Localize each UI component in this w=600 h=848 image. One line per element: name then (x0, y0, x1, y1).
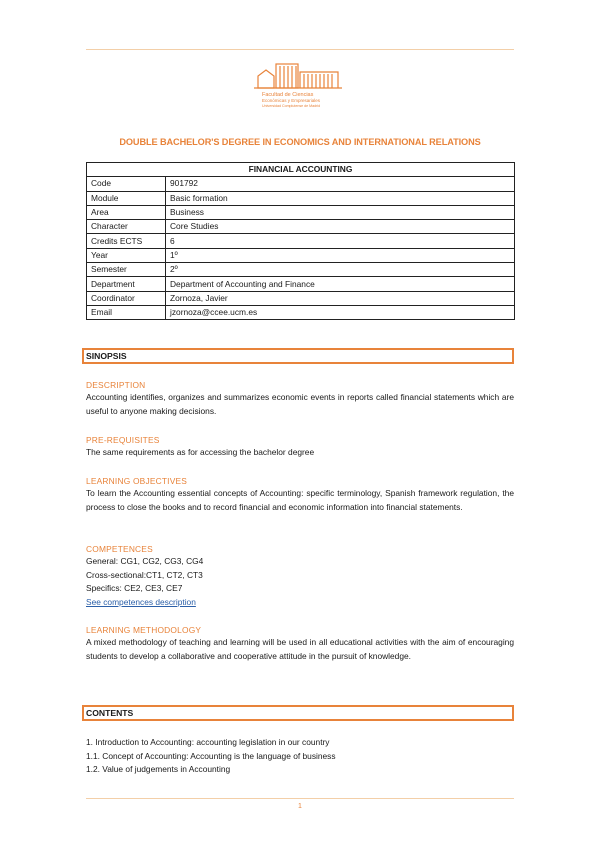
footer-rule (86, 798, 514, 799)
faculty-building-logo-icon (250, 58, 350, 110)
description-section (86, 379, 514, 418)
course-info-table (86, 162, 515, 320)
objectives-section (86, 475, 514, 514)
table-heading-row (87, 163, 515, 177)
row-value-year: 1º (166, 248, 515, 262)
table-row (87, 191, 515, 205)
row-value-code: 901792 (166, 177, 515, 191)
list-item: 1. Introduction to Accounting: accounting legislation in our country (86, 737, 330, 747)
row-value-semester: 2º (166, 263, 515, 277)
logo-line-3: Universidad Complutense de Madrid (262, 104, 321, 108)
methodology-text: A mixed methodology of teaching and learning will be used in all educational activities with the aim of encouraging students to develop a collaborative and cooperative attitude in the pursuit of knowledge. (86, 637, 514, 661)
table-row (87, 263, 515, 277)
description-label: DESCRIPTION (86, 380, 146, 390)
objectives-text: To learn the Accounting essential concepts of Accounting: specific terminology, Spanish framework regulation, the process to close the books and to record financial and economic information into financial statements. (86, 488, 514, 512)
header-rule (86, 49, 514, 50)
list-item: 1.2. Value of judgements in Accounting (86, 764, 231, 775)
list-item: 1.1. Concept of Accounting: Accounting is the language of business (86, 750, 336, 761)
competences-general: General: CG1, CG2, CG3, CG4 (86, 556, 204, 566)
degree-title: DOUBLE BACHELOR'S DEGREE IN ECONOMICS AND INTERNATIONAL RELATIONS (119, 137, 481, 147)
competences-section (86, 543, 514, 609)
row-key-coordinator: Coordinator (87, 291, 166, 305)
competences-link[interactable]: See competences description (86, 596, 196, 607)
methodology-section (86, 624, 514, 663)
row-value-coordinator: Zornoza, Javier (166, 291, 515, 305)
row-key-code: Code (87, 177, 166, 191)
row-value-module: Basic formation (166, 191, 515, 205)
logo-line-2: Económicas y Empresariales (262, 98, 321, 103)
row-key-semester: Semester (87, 263, 166, 277)
contents-heading: CONTENTS (82, 705, 514, 721)
table-row (87, 177, 515, 191)
row-key-area: Area (87, 205, 166, 219)
competences-specific: Specifics: CE2, CE3, CE7 (86, 583, 183, 594)
row-key-character: Character (87, 220, 166, 234)
prerequisites-label: PRE-REQUISITES (86, 435, 160, 445)
row-value-character: Core Studies (166, 220, 515, 234)
prerequisites-text: The same requirements as for accessing the bachelor degree (86, 447, 315, 457)
table-row (87, 234, 515, 248)
row-value-area: Business (166, 205, 515, 219)
course-name: FINANCIAL ACCOUNTING (87, 163, 515, 177)
logo-line-1: Facultad de Ciencias (262, 92, 314, 98)
row-key-email: Email (87, 305, 166, 319)
table-row (87, 205, 515, 219)
table-row (87, 220, 515, 234)
row-key-department: Department (87, 277, 166, 291)
table-row (87, 277, 515, 291)
row-value-email: jzornoza@ccee.ucm.es (166, 305, 515, 319)
row-key-year: Year (87, 248, 166, 262)
row-value-credits: 6 (166, 234, 515, 248)
row-key-credits: Credits ECTS (87, 234, 166, 248)
page-number: 1 (298, 803, 302, 810)
competences-cross: Cross-sectional:CT1, CT2, CT3 (86, 569, 203, 580)
description-text: Accounting identifies, organizes and summarizes economic events in reports called financial statements which are useful to anyone making decisions. (86, 392, 514, 416)
sinopsis-heading: SINOPSIS (82, 348, 514, 364)
table-row (87, 291, 515, 305)
table-row (87, 305, 515, 319)
objectives-label: LEARNING OBJECTIVES (86, 476, 188, 486)
competences-label: COMPETENCES (86, 544, 153, 554)
table-row (87, 248, 515, 262)
row-value-department: Department of Accounting and Finance (166, 277, 515, 291)
contents-list (86, 736, 514, 777)
prerequisites-section (86, 434, 514, 460)
row-key-module: Module (87, 191, 166, 205)
methodology-label: LEARNING METHODOLOGY (86, 625, 202, 635)
